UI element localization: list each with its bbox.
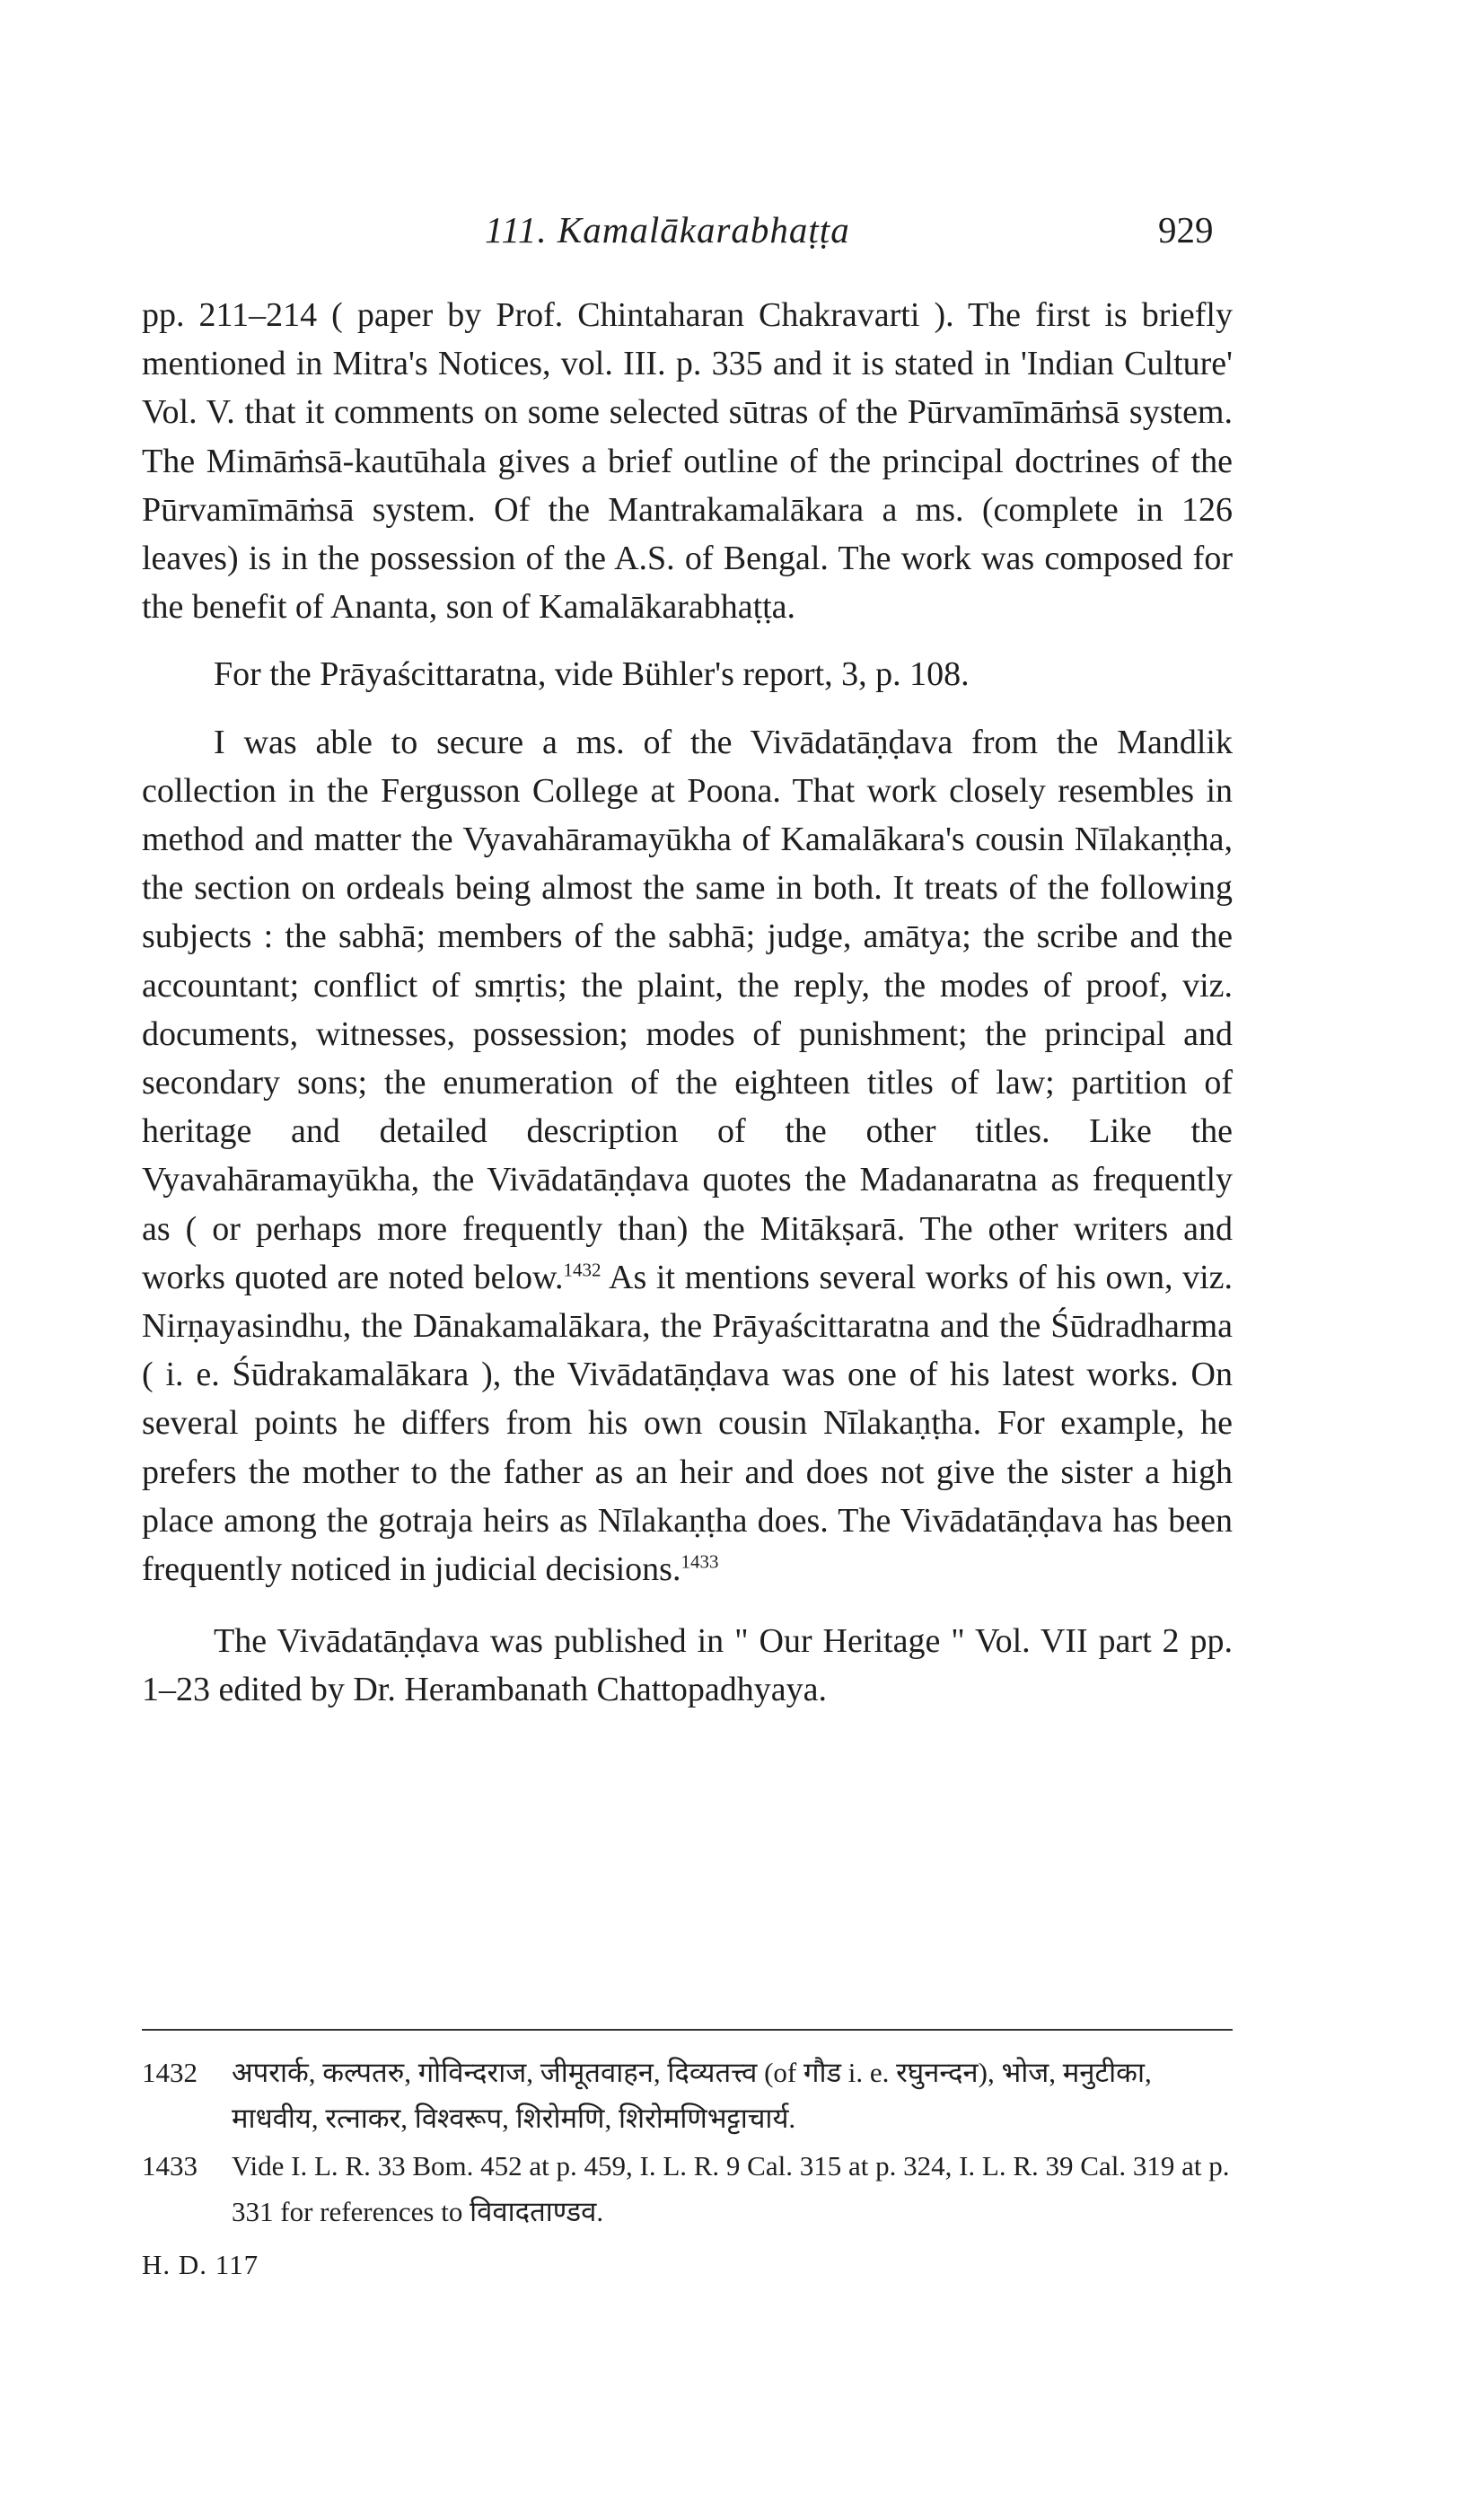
footnote xyxy=(142,2050,1233,2141)
footnote-text: Vide I. L. R. 33 Bom. 452 at p. 459, I. L. R. 9 Cal. 315 at p. 324, I. L. R. 39 Cal. 319 at p. 331 for references to विवादताण्डव. xyxy=(232,2150,1230,2227)
paragraph-text: I was able to secure a ms. of the Vivādatāṇḍava from the Mandlik collection in the Fergusson College at Poona. That work closely resembles in method and matter the Vyavahāramayūkha of Kamalākara's cousin Nīlakaṇṭha, the section on ordeals being almost the same in both. It treats of the following subjects : the sabhā; members of the sabhā; judge, amātya; the scribe and the accountant; conflict of smṛtis; the plaint, the reply, the modes of proof, viz. documents, witnesses, possession; modes of punishment; the principal and secondary sons; the enumeration of the eighteen titles of law; partition of heritage and detailed description of the other titles. Like the Vyavahāramayūkha, the Vivādatāṇḍava quotes the Madanaratna as frequently as ( or perhaps more frequently than) the Mitākṣarā. The other writers and works quoted are noted below. xyxy=(142,723,1233,1296)
paragraph xyxy=(142,718,1233,1594)
signature-mark: H. D. 117 xyxy=(142,2249,259,2280)
running-header xyxy=(0,208,1484,262)
page-number: 929 xyxy=(1158,209,1214,250)
running-title: 111. Kamalākarabhaṭṭa xyxy=(485,209,850,250)
paragraph: The Vivādatāṇḍava was published in " Our Heritage " Vol. VII part 2 pp. 1–23 edited by Dr. Herambanath Chattopadhyaya. xyxy=(142,1622,1233,1709)
footnote-text: अपरार्क, कल्पतरु, गोविन्दराज, जीमूतवाहन, दिव्यतत्त्व (of गौड i. e. रघुनन्दन), भोज, मनुटीका, माधवीय, रत्नाकर, विश्वरूप, शिरोमणि, शिरोमणिभट्टाचार्य. xyxy=(232,2057,1152,2134)
footnote xyxy=(142,2143,1233,2234)
footnote-divider xyxy=(142,2029,1233,2031)
paragraph: For the Prāyaścittaratna, vide Bühler's report, 3, p. 108. xyxy=(214,655,970,694)
paragraph: pp. 211–214 ( paper by Prof. Chintaharan Chakravarti ). The first is briefly mentioned in Mitra's Notices, vol. III. p. 335 and it is stated in 'Indian Culture' Vol. V. that it comments on some selected sūtras of the Pūrvamīmāṁsā system. The Mimāṁsā-kautūhala gives a brief outline of the principal doctrines of the Pūrvamīmāṁsā system. Of the Mantrakamalākara a ms. (complete in 126 leaves) is in the possession of the A.S. of Bengal. The work was composed for the benefit of Ananta, son of Kamalākarabhaṭṭa. xyxy=(142,296,1233,627)
footnote-number: 1433 xyxy=(142,2150,198,2182)
paragraph-text: As it mentions several works of his own, viz. Nirṇayasindhu, the Dānakamalākara, the Prāyaścittaratna and the Śūdradharma ( i. e. Śūdrakamalākara ), the Vivādatāṇḍava was one of his latest works. On several points he differs from his own cousin Nīlakaṇṭha. For example, he prefers the mother to the father as an heir and does not give the sister a high place among the gotraja heirs as Nīlakaṇṭha does. The Vivādatāṇḍava has been frequently noticed in judicial decisions. xyxy=(142,1258,1233,1589)
footnote-ref: 1433 xyxy=(681,1550,719,1573)
body-text xyxy=(142,291,1233,1715)
footnote-ref: 1432 xyxy=(563,1259,602,1281)
footnotes xyxy=(142,2050,1233,2287)
footnote-number: 1432 xyxy=(142,2057,198,2088)
